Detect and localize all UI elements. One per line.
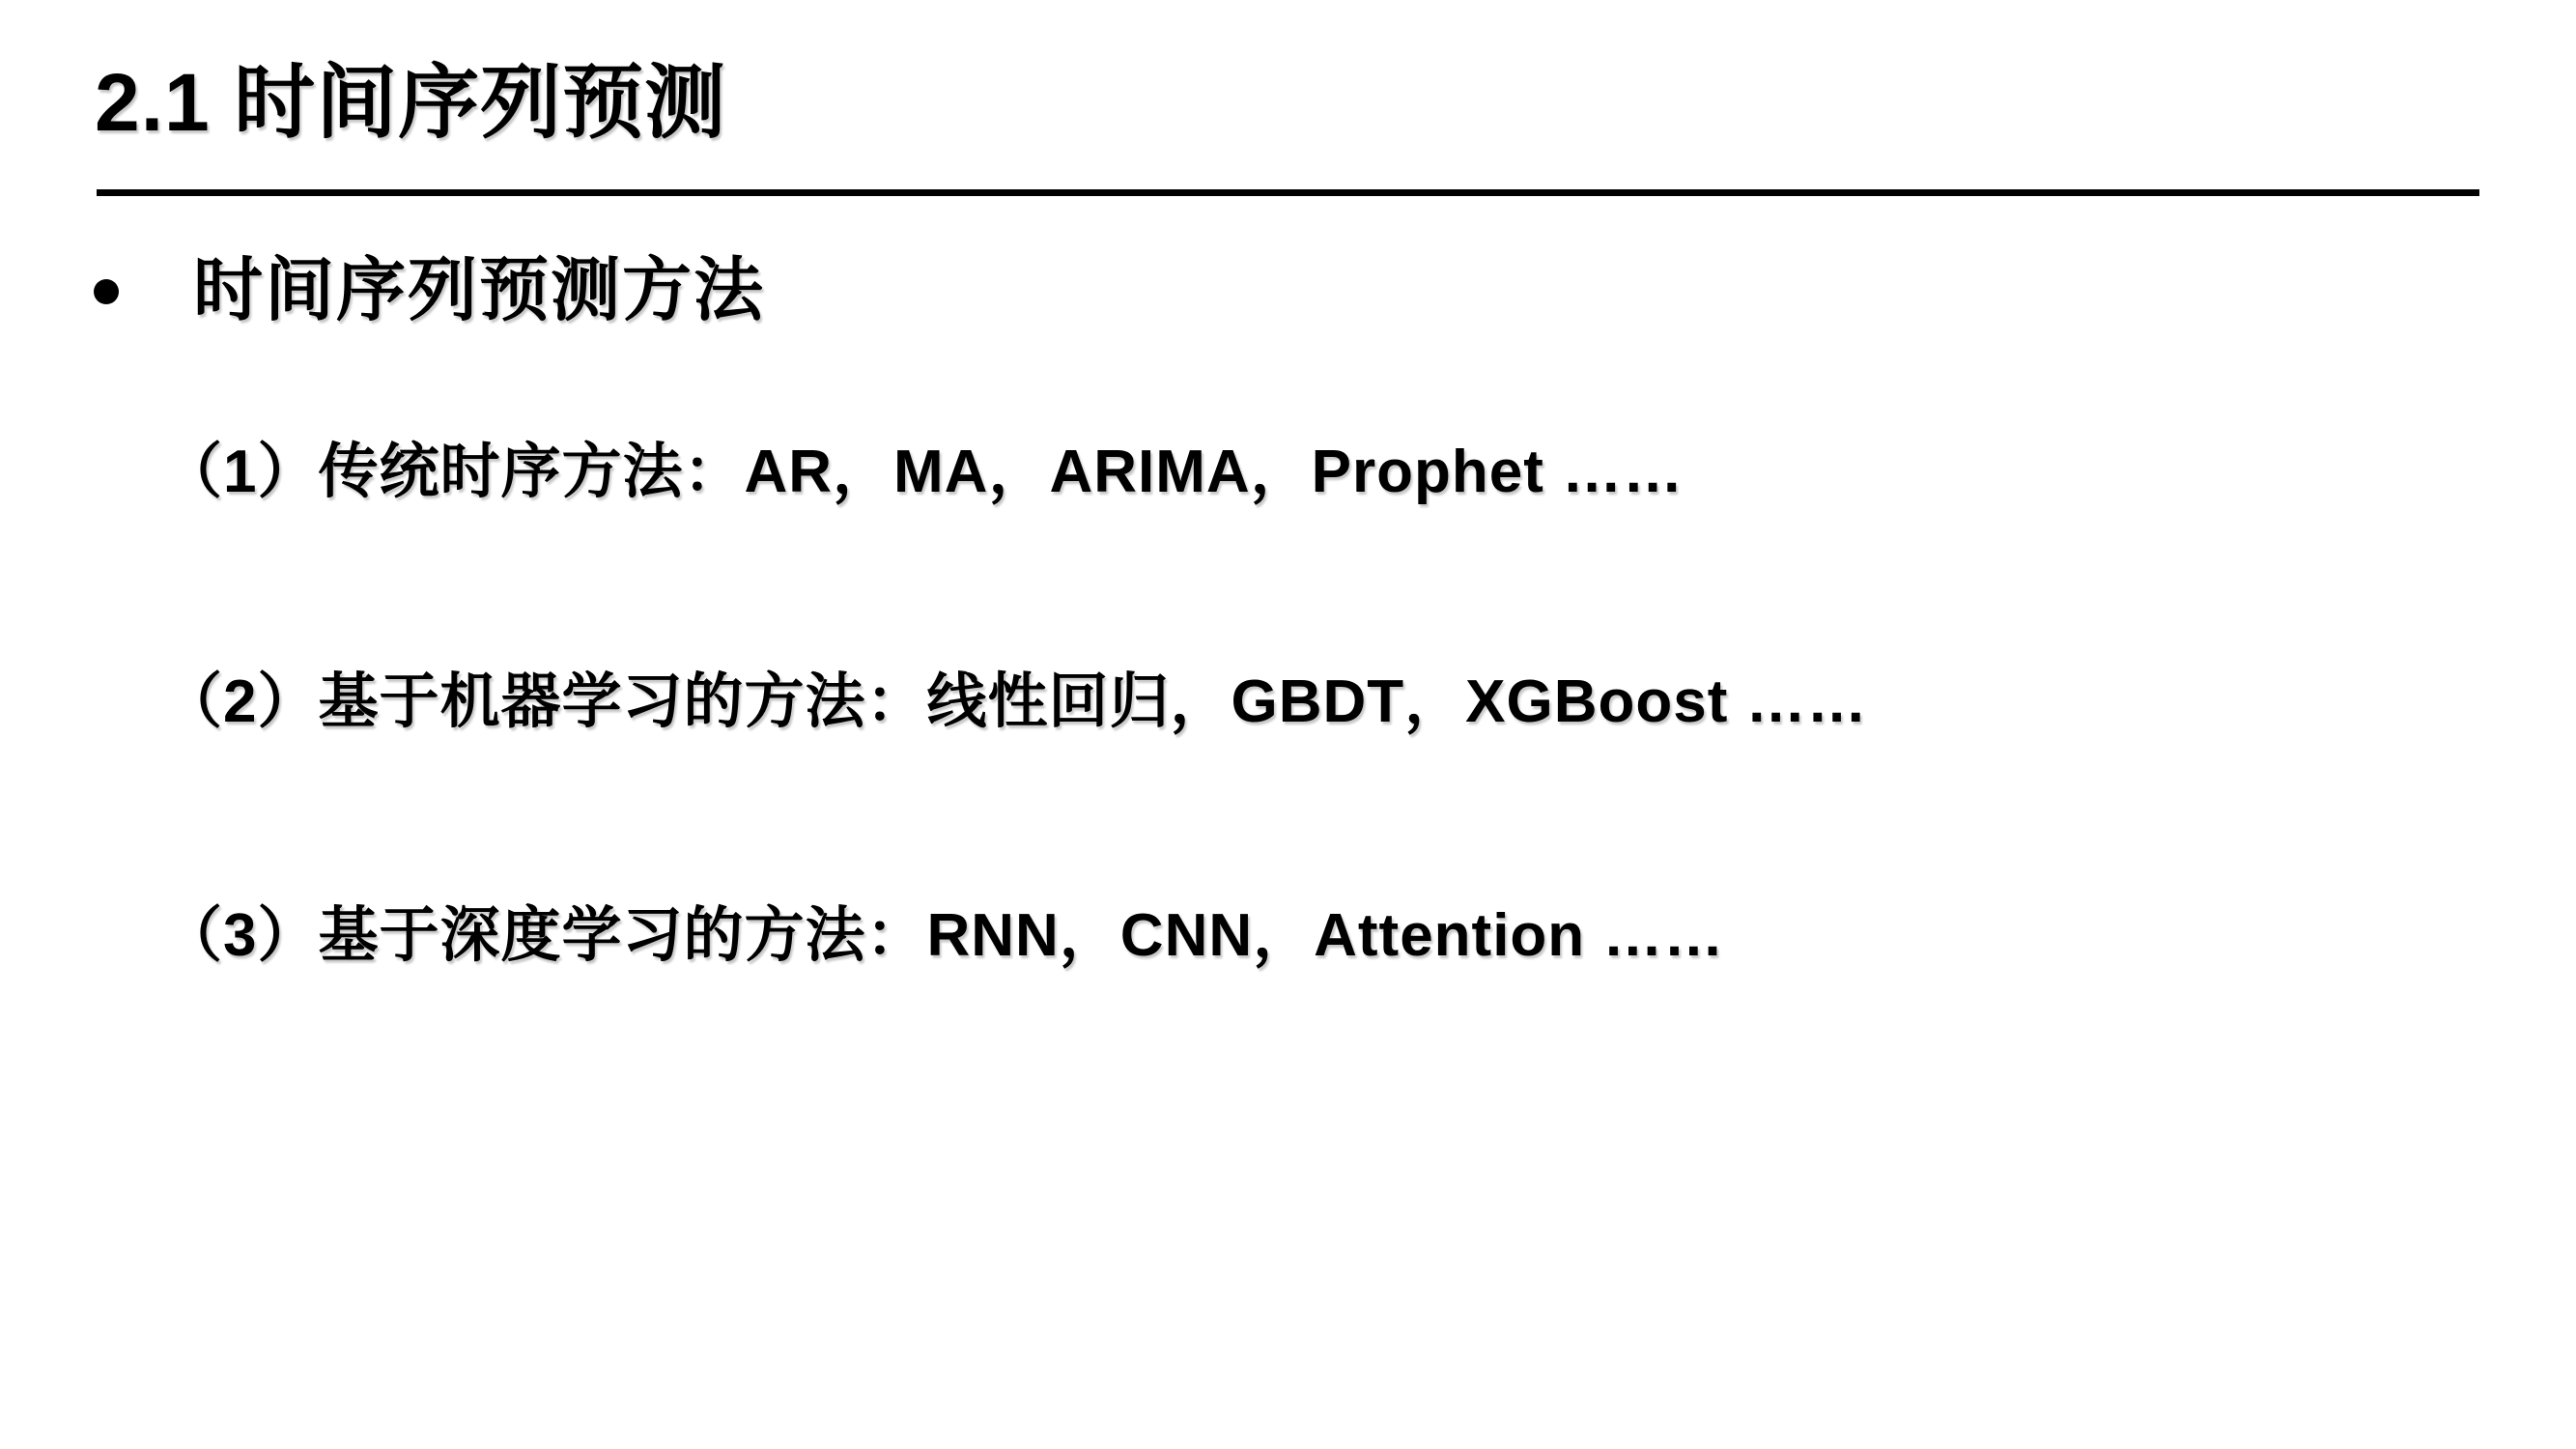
page-title: 2.1 时间序列预测 xyxy=(95,57,727,148)
method-line-deep-learning: （3）基于深度学习的方法：RNN，CNN，Attention …… xyxy=(162,902,1725,969)
bullet-item xyxy=(94,246,765,335)
title-underline-rule xyxy=(97,189,2479,196)
bullet-marker-icon xyxy=(94,279,119,304)
bullet-heading: 时间序列预测方法 xyxy=(193,252,766,329)
method-line-machine-learning: （2）基于机器学习的方法：线性回归，GBDT，XGBoost …… xyxy=(162,668,1868,735)
method-line-traditional: （1）传统时序方法：AR，MA，ARIMA，Prophet …… xyxy=(162,439,1684,505)
